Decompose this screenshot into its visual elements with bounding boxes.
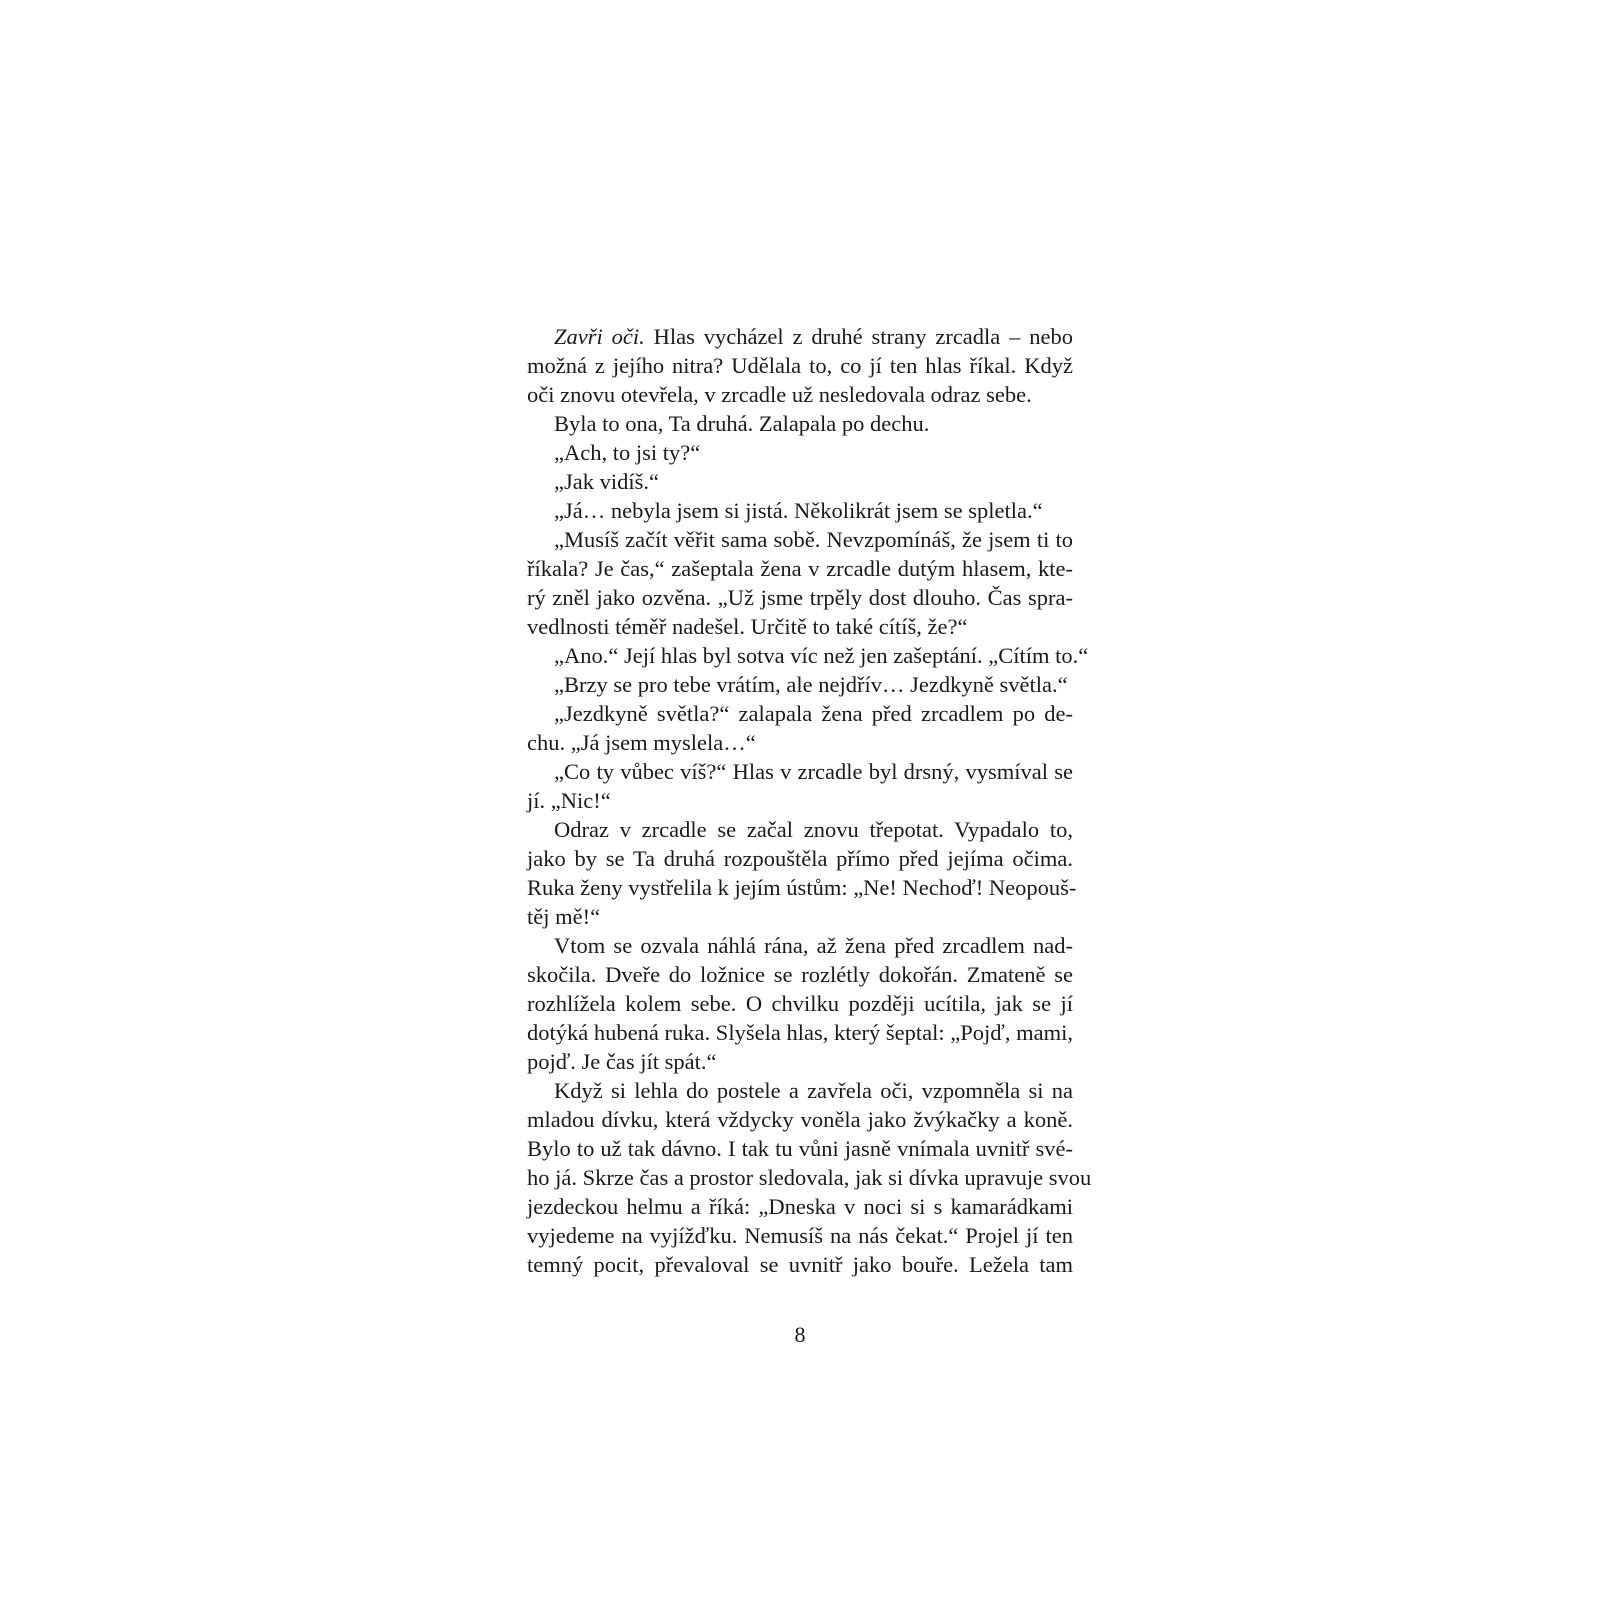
line-text: ho já. Skrze čas a prostor sledovala, jak si dívka upravuje svou <box>527 1165 1092 1190</box>
text-line <box>527 1192 1073 1221</box>
line-text: Byla to ona, Ta druhá. Zalapala po dechu. <box>554 411 930 436</box>
text-line <box>527 467 1073 496</box>
text-line <box>527 931 1073 960</box>
text-line <box>527 409 1073 438</box>
text-line <box>527 1076 1073 1105</box>
text-line <box>527 1250 1073 1279</box>
line-text: „Musíš začít věřit sama sobě. Nevzpomínáš, že jsem ti to <box>554 527 1073 552</box>
text-line <box>527 1134 1073 1163</box>
text-line <box>527 496 1073 525</box>
text-line <box>527 322 1073 351</box>
line-text: možná z jejího nitra? Udělala to, co jí ten hlas říkal. Když <box>527 353 1073 378</box>
line-text: oči znovu otevřela, v zrcadle už nesledovala odraz sebe. <box>527 382 1032 407</box>
text-line <box>527 786 1073 815</box>
text-line <box>527 873 1077 902</box>
line-text: „Co ty vůbec víš?“ Hlas v zrcadle byl drsný, vysmíval se <box>554 759 1073 784</box>
line-text: Bylo to už tak dávno. I tak tu vůni jasně vnímala uvnitř své- <box>527 1136 1073 1161</box>
text-line <box>527 554 1073 583</box>
line-text: říkala? Je čas,“ zašeptala žena v zrcadle dutým hlasem, kte- <box>527 556 1073 581</box>
text-line <box>527 757 1073 786</box>
text-line <box>527 989 1073 1018</box>
line-text: dotýká hubená ruka. Slyšela hlas, který šeptal: „Pojď, mami, <box>527 1020 1073 1045</box>
text-line <box>527 902 1073 931</box>
line-text: skočila. Dveře do ložnice se rozlétly dokořán. Zmateně se <box>527 962 1073 987</box>
text-line <box>527 815 1073 844</box>
line-text: Odraz v zrcadle se začal znovu třepotat. Vypadalo to, <box>554 817 1073 842</box>
line-text: „Jak vidíš.“ <box>554 469 659 494</box>
text-line <box>527 670 1073 699</box>
line-text: vedlnosti téměř nadešel. Určitě to také cítíš, že?“ <box>527 614 968 639</box>
italic-phrase: Zavři oči. <box>554 324 645 349</box>
line-text: Hlas vycházel z druhé strany zrcadla – nebo <box>644 324 1073 349</box>
text-line <box>527 380 1073 409</box>
text-line <box>527 583 1073 612</box>
line-text: těj mě!“ <box>527 904 601 929</box>
line-text: rý zněl jako ozvěna. „Už jsme trpěly dost dlouho. Čas spra- <box>527 585 1073 610</box>
line-text: „Ach, to jsi ty?“ <box>554 440 701 465</box>
line-text: „Já… nebyla jsem si jistá. Několikrát jsem se spletla.“ <box>554 498 1043 523</box>
text-line <box>527 1105 1073 1134</box>
text-line <box>527 641 1089 670</box>
line-text: „Jezdkyně světla?“ zalapala žena před zrcadlem po de- <box>554 701 1073 726</box>
line-text: vyjedeme na vyjížďku. Nemusíš na nás čekat.“ Projel jí ten <box>527 1223 1073 1248</box>
text-line <box>527 612 1073 641</box>
text-line <box>527 525 1073 554</box>
line-text: „Brzy se pro tebe vrátím, ale nejdřív… Jezdkyně světla.“ <box>554 672 1068 697</box>
page-number: 8 <box>794 1322 806 1347</box>
text-line <box>527 1163 1092 1192</box>
line-text: rozhlížela kolem sebe. O chvilku později ucítila, jak se jí <box>527 991 1073 1016</box>
text-line <box>527 1047 1073 1076</box>
text-line <box>527 728 1073 757</box>
body-text <box>527 322 1092 1279</box>
line-text: jí. „Nic!“ <box>527 788 611 813</box>
line-text: Ruka ženy vystřelila k jejím ústům: „Ne! Nechoď! Neopouš- <box>527 875 1077 900</box>
text-line <box>527 960 1073 989</box>
text-line <box>527 699 1073 728</box>
text-line <box>527 438 1073 467</box>
line-text: jezdeckou helmu a říká: „Dneska v noci si s kamarádkami <box>527 1194 1073 1219</box>
line-text: chu. „Já jsem myslela…“ <box>527 730 756 755</box>
line-text: jako by se Ta druhá rozpouštěla přímo před jejíma očima. <box>527 846 1073 871</box>
line-text: pojď. Je čas jít spát.“ <box>527 1049 717 1074</box>
text-line <box>527 844 1073 873</box>
line-text: Když si lehla do postele a zavřela oči, vzpomněla si na <box>554 1078 1073 1103</box>
line-text: temný pocit, převaloval se uvnitř jako bouře. Ležela tam <box>527 1252 1073 1277</box>
text-line <box>527 1221 1073 1250</box>
line-text: „Ano.“ Její hlas byl sotva víc než jen zašeptání. „Cítím to.“ <box>554 643 1089 668</box>
text-line <box>527 1018 1073 1047</box>
text-line <box>527 351 1073 380</box>
line-text: Vtom se ozvala náhlá rána, až žena před zrcadlem nad- <box>554 933 1073 958</box>
line-text: mladou dívku, která vždycky voněla jako žvýkačky a koně. <box>527 1107 1073 1132</box>
